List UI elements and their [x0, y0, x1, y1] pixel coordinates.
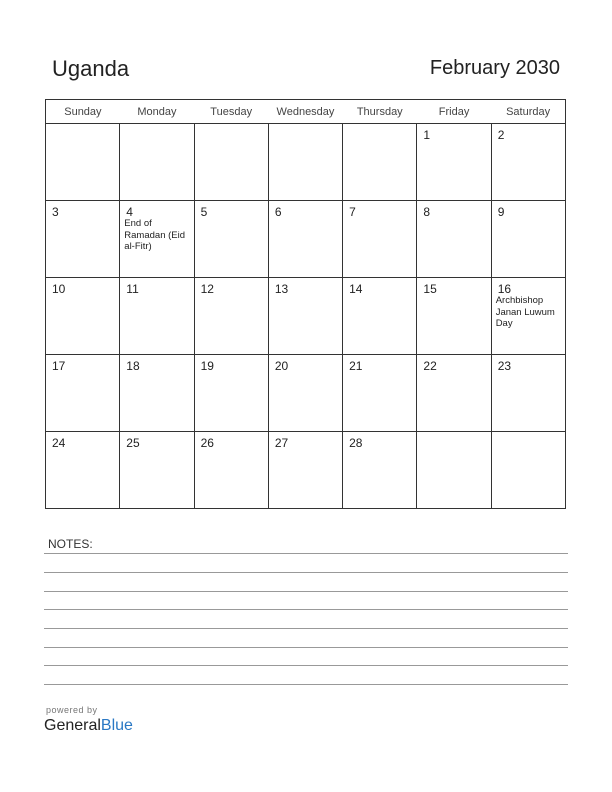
calendar-day-cell — [194, 124, 268, 201]
calendar-day-cell — [194, 201, 268, 278]
day-number: 13 — [274, 282, 289, 296]
day-number: 7 — [349, 205, 356, 219]
day-number: 4 — [126, 205, 133, 219]
calendar-week-row — [46, 124, 566, 201]
calendar-week-row — [46, 432, 566, 509]
calendar-day-cell — [46, 201, 120, 278]
calendar-week-row — [46, 201, 566, 278]
calendar-day-cell — [491, 278, 565, 355]
calendar-week-row — [46, 278, 566, 355]
notes-line — [44, 628, 568, 629]
calendar-day-cell — [491, 432, 565, 509]
generalblue-logo — [44, 717, 133, 735]
calendar-day-cell — [417, 278, 491, 355]
day-number: 9 — [497, 205, 505, 219]
calendar-week-row — [46, 355, 566, 432]
calendar-day-cell — [491, 355, 565, 432]
calendar-day-cell — [268, 201, 342, 278]
calendar-day-cell — [46, 278, 120, 355]
notes-line — [44, 609, 568, 610]
calendar-day-cell — [268, 124, 342, 201]
notes-line — [44, 572, 568, 573]
calendar-day-cell — [46, 355, 120, 432]
weekday-header: Monday — [120, 100, 194, 124]
calendar-day-cell — [417, 201, 491, 278]
calendar-day-cell — [194, 278, 268, 355]
notes-line — [44, 665, 568, 666]
day-number: 5 — [200, 205, 208, 219]
calendar-day-cell — [343, 278, 417, 355]
weekday-header: Wednesday — [268, 100, 342, 124]
day-number: 11 — [126, 282, 139, 296]
calendar-day-cell — [417, 432, 491, 509]
calendar-day-cell — [120, 355, 194, 432]
weekday-header-row — [46, 100, 566, 124]
day-number: 3 — [52, 205, 59, 219]
calendar-day-cell — [343, 124, 417, 201]
day-number: 6 — [274, 205, 282, 219]
calendar-day-cell — [268, 355, 342, 432]
day-number: 19 — [200, 359, 214, 373]
calendar-day-cell — [343, 201, 417, 278]
day-number: 18 — [126, 359, 140, 373]
day-number: 14 — [349, 282, 363, 296]
calendar-day-cell — [343, 432, 417, 509]
day-number: 2 — [497, 128, 505, 142]
day-number: 24 — [52, 436, 66, 450]
day-number: 1 — [423, 128, 431, 142]
day-number: 21 — [349, 359, 363, 373]
day-number: 27 — [274, 436, 289, 450]
day-number: 12 — [200, 282, 214, 296]
weekday-header: Thursday — [343, 100, 417, 124]
brand-blue: Blue — [100, 717, 133, 734]
calendar-day-cell — [120, 432, 194, 509]
calendar-day-cell — [268, 278, 342, 355]
notes-line — [44, 647, 568, 648]
calendar-day-cell — [194, 432, 268, 509]
calendar-day-cell — [46, 432, 120, 509]
notes-line — [44, 553, 568, 554]
country-title: Uganda — [52, 56, 130, 81]
powered-by-text: powered by — [46, 705, 98, 715]
day-number: 8 — [423, 205, 431, 219]
weekday-header: Friday — [417, 100, 491, 124]
calendar-day-cell — [268, 432, 342, 509]
day-number: 10 — [52, 282, 66, 296]
calendar-day-cell — [120, 124, 194, 201]
day-number: 26 — [200, 436, 214, 450]
day-number: 28 — [349, 436, 363, 450]
calendar-day-cell — [46, 124, 120, 201]
weekday-header: Sunday — [46, 100, 120, 124]
holiday-label: End of Ramadan (Eid al-Fitr) — [124, 218, 186, 252]
weekday-header: Tuesday — [194, 100, 268, 124]
calendar-day-cell — [194, 355, 268, 432]
calendar-day-cell — [120, 201, 194, 278]
day-number: 20 — [274, 359, 289, 373]
calendar-day-cell — [417, 124, 491, 201]
month-title: February 2030 — [429, 57, 560, 79]
calendar-day-cell — [343, 355, 417, 432]
day-number: 25 — [126, 436, 140, 450]
notes-label: NOTES: — [48, 537, 93, 551]
calendar-grid — [45, 99, 566, 509]
calendar-day-cell — [417, 355, 491, 432]
notes-line — [44, 684, 568, 685]
day-number: 23 — [497, 359, 512, 373]
day-number: 22 — [423, 359, 437, 373]
notes-line — [44, 591, 568, 592]
holiday-label: Archbishop Janan Luwum Day — [495, 295, 555, 329]
calendar-day-cell — [491, 124, 565, 201]
calendar-day-cell — [491, 201, 565, 278]
weekday-header: Saturday — [491, 100, 565, 124]
day-number: 15 — [423, 282, 437, 296]
day-number: 17 — [52, 359, 66, 373]
brand-general: General — [44, 717, 101, 734]
calendar-day-cell — [120, 278, 194, 355]
day-number: 16 — [497, 282, 512, 296]
